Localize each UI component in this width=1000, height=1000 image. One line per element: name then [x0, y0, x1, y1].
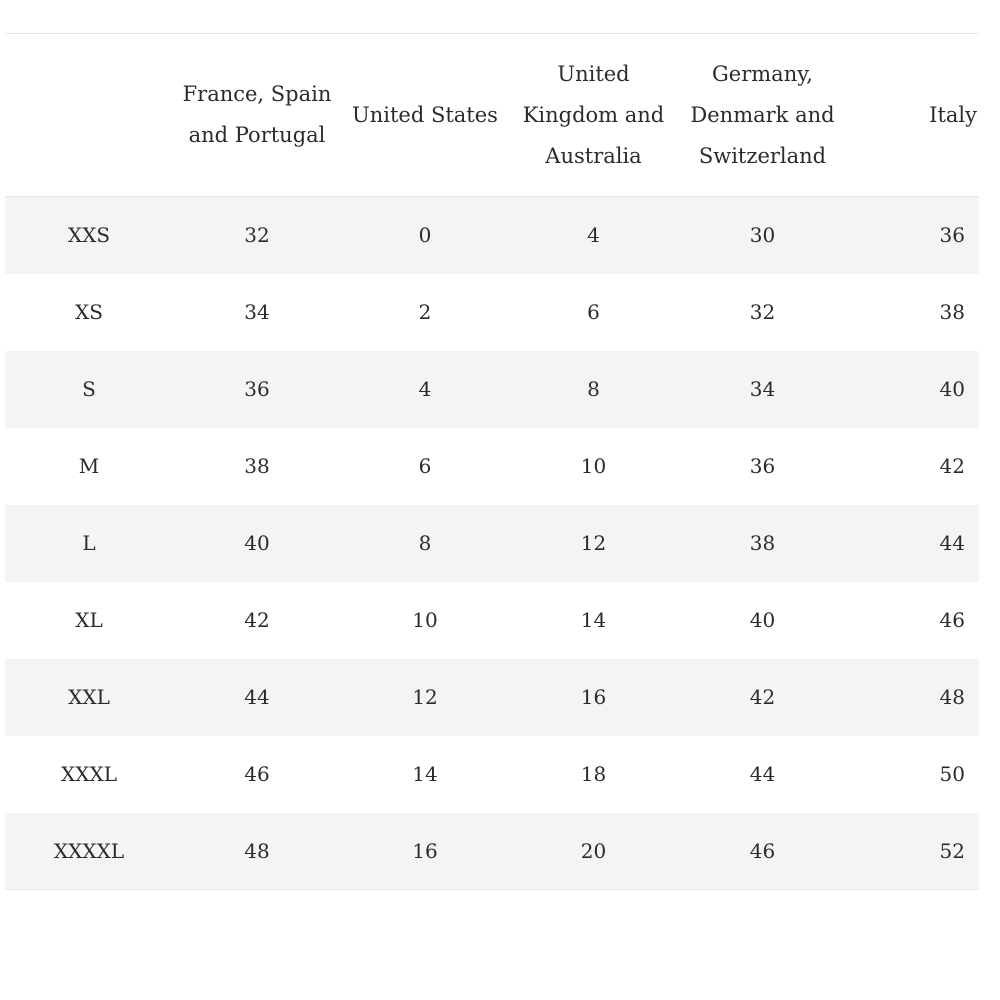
table-cell: 46	[749, 838, 776, 863]
size-label: XXXL	[61, 762, 117, 786]
table-row	[5, 274, 979, 351]
table-header-row	[5, 34, 979, 197]
table-cell: 36	[244, 377, 270, 401]
table-cell: 40	[939, 377, 965, 401]
size-label: XS	[75, 300, 103, 324]
table-cell: 46	[939, 608, 965, 632]
table-cell: 12	[412, 685, 438, 709]
table-cell: 38	[939, 300, 965, 324]
table-cell: 0	[418, 223, 432, 248]
table-row	[5, 736, 979, 813]
size-label: XXS	[67, 223, 111, 248]
size-label: XL	[75, 608, 103, 632]
table-row	[5, 505, 979, 582]
table-cell: 50	[939, 762, 965, 786]
table-cell: 42	[939, 454, 965, 478]
table-cell: 8	[418, 531, 432, 555]
table-row	[5, 428, 979, 505]
table-cell: 34	[244, 300, 270, 324]
table-cell: 42	[749, 685, 776, 709]
table-cell: 30	[749, 223, 776, 248]
table-cell: 10	[412, 608, 438, 632]
table-cell: 44	[939, 531, 965, 555]
table-cell: 42	[244, 608, 270, 632]
table-cell: 36	[749, 454, 776, 478]
table-cell: 12	[580, 531, 607, 555]
table-cell: 10	[580, 454, 607, 478]
size-label: M	[78, 454, 100, 478]
table-cell: 20	[580, 838, 607, 863]
table-cell: 8	[587, 377, 600, 401]
size-label: XXL	[68, 685, 110, 709]
header-germany-denmark-switzerland: Germany, Denmark and Switzerland	[690, 61, 835, 168]
table-cell: 40	[244, 531, 270, 555]
table-cell: 52	[939, 838, 965, 863]
table-cell: 32	[244, 223, 270, 248]
header-size	[5, 34, 173, 197]
table-cell: 36	[939, 223, 965, 248]
table-row	[5, 659, 979, 736]
table-row	[5, 197, 979, 274]
size-conversion-table	[5, 33, 979, 890]
table-cell: 40	[749, 608, 776, 632]
table-cell: 46	[244, 762, 270, 786]
table-cell: 32	[749, 300, 776, 324]
table-cell: 16	[580, 685, 607, 709]
table-cell: 48	[939, 685, 965, 709]
table-cell: 6	[418, 454, 432, 478]
table-cell: 14	[412, 762, 438, 786]
table-cell: 16	[412, 838, 438, 863]
table-row	[5, 582, 979, 659]
table-cell: 14	[580, 608, 607, 632]
table-cell: 48	[244, 838, 270, 863]
table-cell: 38	[244, 454, 270, 478]
table-cell: 34	[749, 377, 776, 401]
header-uk-australia: United Kingdom and Australia	[522, 61, 665, 168]
table-row	[5, 813, 979, 890]
table-row	[5, 351, 979, 428]
table-cell: 38	[749, 531, 776, 555]
size-label: L	[82, 531, 96, 555]
size-label: S	[82, 377, 96, 401]
table-cell: 6	[587, 300, 600, 324]
table-cell: 4	[587, 223, 600, 248]
header-italy: Italy	[929, 102, 977, 127]
table-cell: 18	[580, 762, 607, 786]
table-cell: 4	[418, 377, 432, 401]
header-france-spain-portugal: France, Spain and Portugal	[182, 82, 332, 147]
table-cell: 44	[244, 685, 270, 709]
table-cell: 2	[418, 300, 432, 324]
size-label: XXXXL	[53, 838, 125, 863]
table-cell: 44	[749, 762, 776, 786]
header-united-states: United States	[352, 102, 498, 127]
